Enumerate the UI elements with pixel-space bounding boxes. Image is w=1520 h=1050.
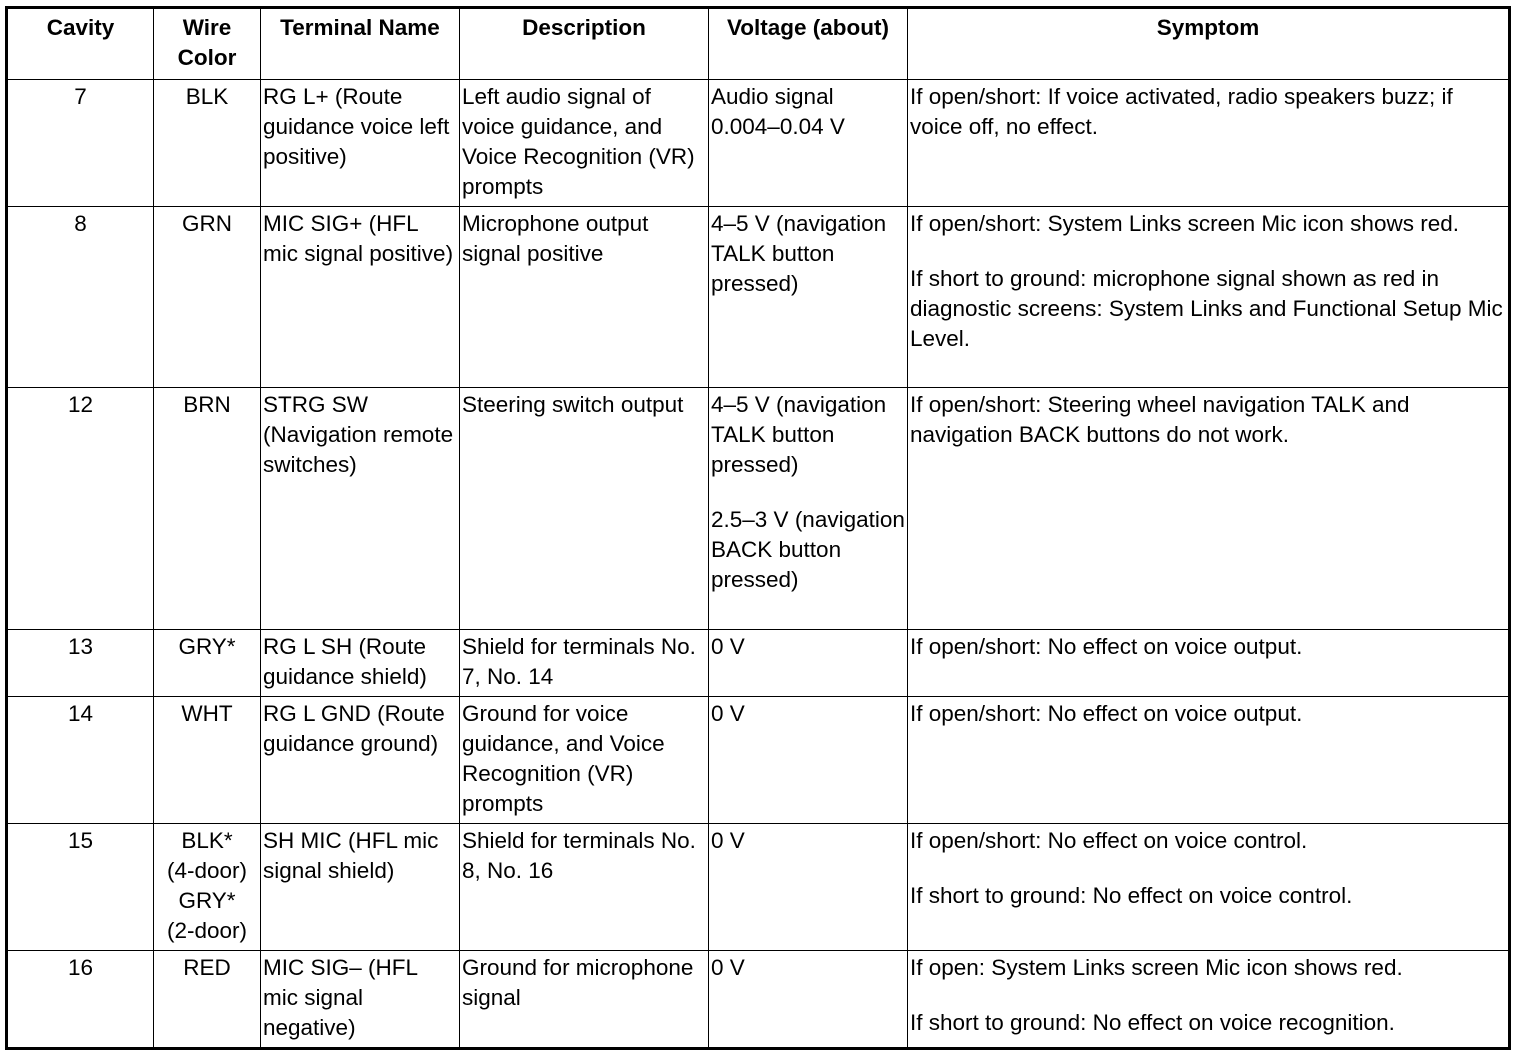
voltage-value: 4–5 V (navigation TALK button pressed) [711,211,887,296]
symptom-text: If short to ground: microphone signal shown as red in diagnostic screens: System Links and Functional Setup Mic Level. [910,266,1503,351]
wire-color-line: GRY* [178,888,236,913]
voltage-value: 0 V [711,701,745,726]
symptom-text: If open/short: No effect on voice control. [910,828,1308,853]
table-row [7,630,1510,697]
description-cell: Ground for voice guidance, and Voice Recognition (VR) prompts [460,697,709,824]
cavity-cell: 14 [7,697,154,824]
symptom-cell [908,951,1510,1049]
table-row [7,824,1510,951]
terminal-name-cell: STRG SW (Navigation remote switches) [261,388,460,630]
symptom-cell [908,824,1510,951]
voltage-cell [709,80,908,207]
terminal-name-cell: MIC SIG– (HFL mic signal negative) [261,951,460,1049]
header-wire-color: Wire Color [154,8,261,80]
symptom-cell [908,80,1510,207]
symptom-text: If open/short: System Links screen Mic icon shows red. [910,211,1459,236]
table-body [7,80,1510,1049]
cavity-cell: 12 [7,388,154,630]
symptom-text: If open: System Links screen Mic icon shows red. [910,955,1403,980]
header-description: Description [460,8,709,80]
terminal-name-cell: RG L+ (Route guidance voice left positive) [261,80,460,207]
description-cell: Steering switch output [460,388,709,630]
table-row [7,388,1510,630]
wire-color-cell [154,951,261,1049]
symptom-cell [908,697,1510,824]
symptom-text: If open/short: No effect on voice output. [910,634,1303,659]
wire-color-line: WHT [181,701,233,726]
symptom-text: If short to ground: No effect on voice recognition. [910,1010,1395,1035]
voltage-value: 0 V [711,955,745,980]
wire-color-line: BRN [183,392,231,417]
voltage-value: 4–5 V (navigation TALK button pressed) [711,392,887,477]
voltage-value: 2.5–3 V (navigation BACK button pressed) [711,507,905,592]
voltage-cell [709,207,908,388]
table-row [7,207,1510,388]
symptom-text: If open/short: Steering wheel navigation TALK and navigation BACK buttons do not work. [910,392,1410,447]
cavity-cell: 15 [7,824,154,951]
description-cell: Left audio signal of voice guidance, and Voice Recognition (VR) prompts [460,80,709,207]
wire-color-line: RED [183,955,231,980]
voltage-cell [709,951,908,1049]
wire-color-cell [154,630,261,697]
wire-color-cell [154,80,261,207]
table-row [7,80,1510,207]
description-cell: Shield for terminals No. 8, No. 16 [460,824,709,951]
cavity-cell: 13 [7,630,154,697]
header-symptom: Symptom [908,8,1510,80]
wire-color-cell [154,207,261,388]
wire-color-line: (4-door) [166,858,248,883]
wire-color-cell [154,697,261,824]
terminal-name-cell: RG L SH (Route guidance shield) [261,630,460,697]
header-terminal-name: Terminal Name [261,8,460,80]
voltage-value: Audio signal 0.004–0.04 V [711,84,845,139]
header-voltage: Voltage (about) [709,8,908,80]
description-cell: Ground for microphone signal [460,951,709,1049]
symptom-cell [908,630,1510,697]
wire-color-cell [154,824,261,951]
description-cell: Microphone output signal positive [460,207,709,388]
terminal-name-cell: SH MIC (HFL mic signal shield) [261,824,460,951]
voltage-value: 0 V [711,828,745,853]
voltage-cell [709,697,908,824]
wire-color-line: GRY* [178,634,236,659]
voltage-cell [709,630,908,697]
connector-table-wrapper [5,6,1511,1050]
symptom-cell [908,388,1510,630]
symptom-text: If open/short: No effect on voice output. [910,701,1303,726]
wire-color-line: BLK [185,84,229,109]
table-header-row [7,8,1510,80]
table-row [7,697,1510,824]
cavity-cell: 16 [7,951,154,1049]
cavity-cell: 7 [7,80,154,207]
voltage-cell [709,824,908,951]
symptom-text: If open/short: If voice activated, radio speakers buzz; if voice off, no effect. [910,84,1453,139]
terminal-name-cell: MIC SIG+ (HFL mic signal positive) [261,207,460,388]
symptom-text: If short to ground: No effect on voice control. [910,883,1353,908]
cavity-cell: 8 [7,207,154,388]
symptom-cell [908,207,1510,388]
wire-color-line: (2-door) [166,918,248,943]
table-row [7,951,1510,1049]
description-cell: Shield for terminals No. 7, No. 14 [460,630,709,697]
wire-color-line: BLK* [181,828,233,853]
wire-color-cell [154,388,261,630]
connector-terminal-table [5,6,1511,1050]
voltage-cell [709,388,908,630]
header-cavity: Cavity [7,8,154,80]
voltage-value: 0 V [711,634,745,659]
terminal-name-cell: RG L GND (Route guidance ground) [261,697,460,824]
wire-color-line: GRN [182,211,232,236]
